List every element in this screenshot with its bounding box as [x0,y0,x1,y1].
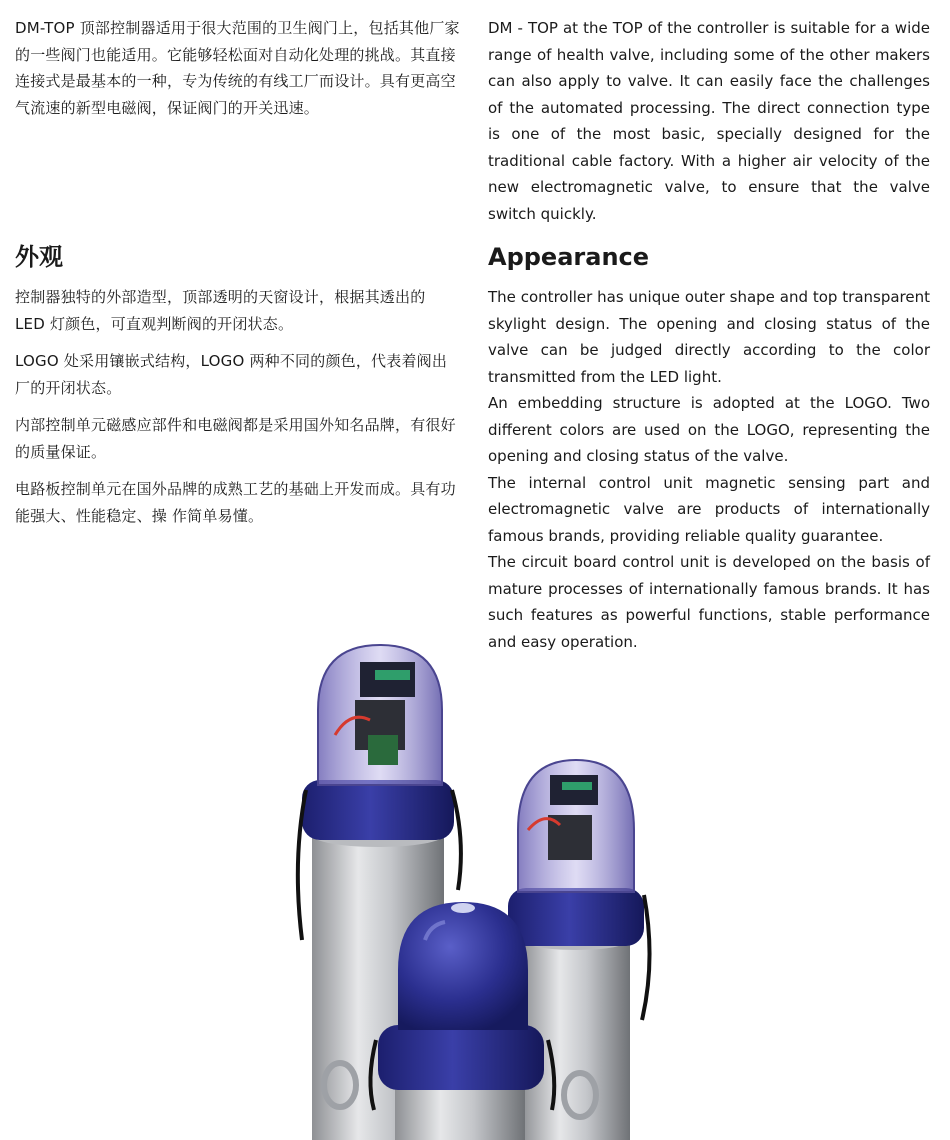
appearance-para-cn-1: 控制器独特的外部造型，顶部透明的天窗设计，根据其透出的 LED 灯颜色，可直观判断阀的开闭状态。 [15,288,426,333]
appearance-list-cn [15,284,460,529]
product-photo [280,640,660,1140]
appearance-para-cn-4: 电路板控制单元在国外品牌的成熟工艺的基础上开发而成。具有功能强大、性能稳定、操 作简单易懂。 [15,480,456,525]
intro-text-cn: DM-TOP 顶部控制器适用于很大范围的卫生阀门上，包括其他厂家的一些阀门也能适用。它能够轻松面对自动化处理的挑战。其直接连接式是最基本的一种，专为传统的有线工厂而设计。具有更高空气流速的新型电磁阀，保证阀门的开关迅速。 [15,19,460,117]
appearance-list-en [488,284,930,655]
appearance-para-cn-2: LOGO 处采用镶嵌式结构，LOGO 两种不同的颜色，代表着阀出厂的开闭状态。 [15,352,448,397]
intro-text-en: DM - TOP at the TOP of the controller is suitable for a wide range of health valve, including some of the other makers can also apply to valve. It can easily face the challenges of the automated processing. The direct connection type is one of the most basic, specially designed for the traditional cable factory. With a higher air velocity of the new electromagnetic valve, to ensure that the valve switch quickly. [488,19,930,223]
appearance-para-cn-3: 内部控制单元磁感应部件和电磁阀都是采用国外知名品牌，有很好的质量保证。 [15,416,456,461]
appearance-para-en-2: An embedding structure is adopted at the LOGO. Two different colors are used on the LOGO, representing the opening and closing status of the valve. [488,394,930,465]
appearance-para-en-1: The controller has unique outer shape and top transparent skylight design. The opening and closing status of the valve can be judged directly according to the color transmitted from the LED light. [488,288,930,386]
appearance-heading-cn: 外观 [15,243,63,271]
appearance-para-en-3: The internal control unit magnetic sensing part and electromagnetic valve are products of internationally famous brands, providing reliable quality guarantee. [488,473,930,545]
appearance-heading-en: Appearance [488,243,650,271]
appearance-para-en-4: The circuit board control unit is developed on the basis of mature processes of internationally famous brands. It has such features as powerful functions, stable performance and easy operation. [488,553,930,651]
